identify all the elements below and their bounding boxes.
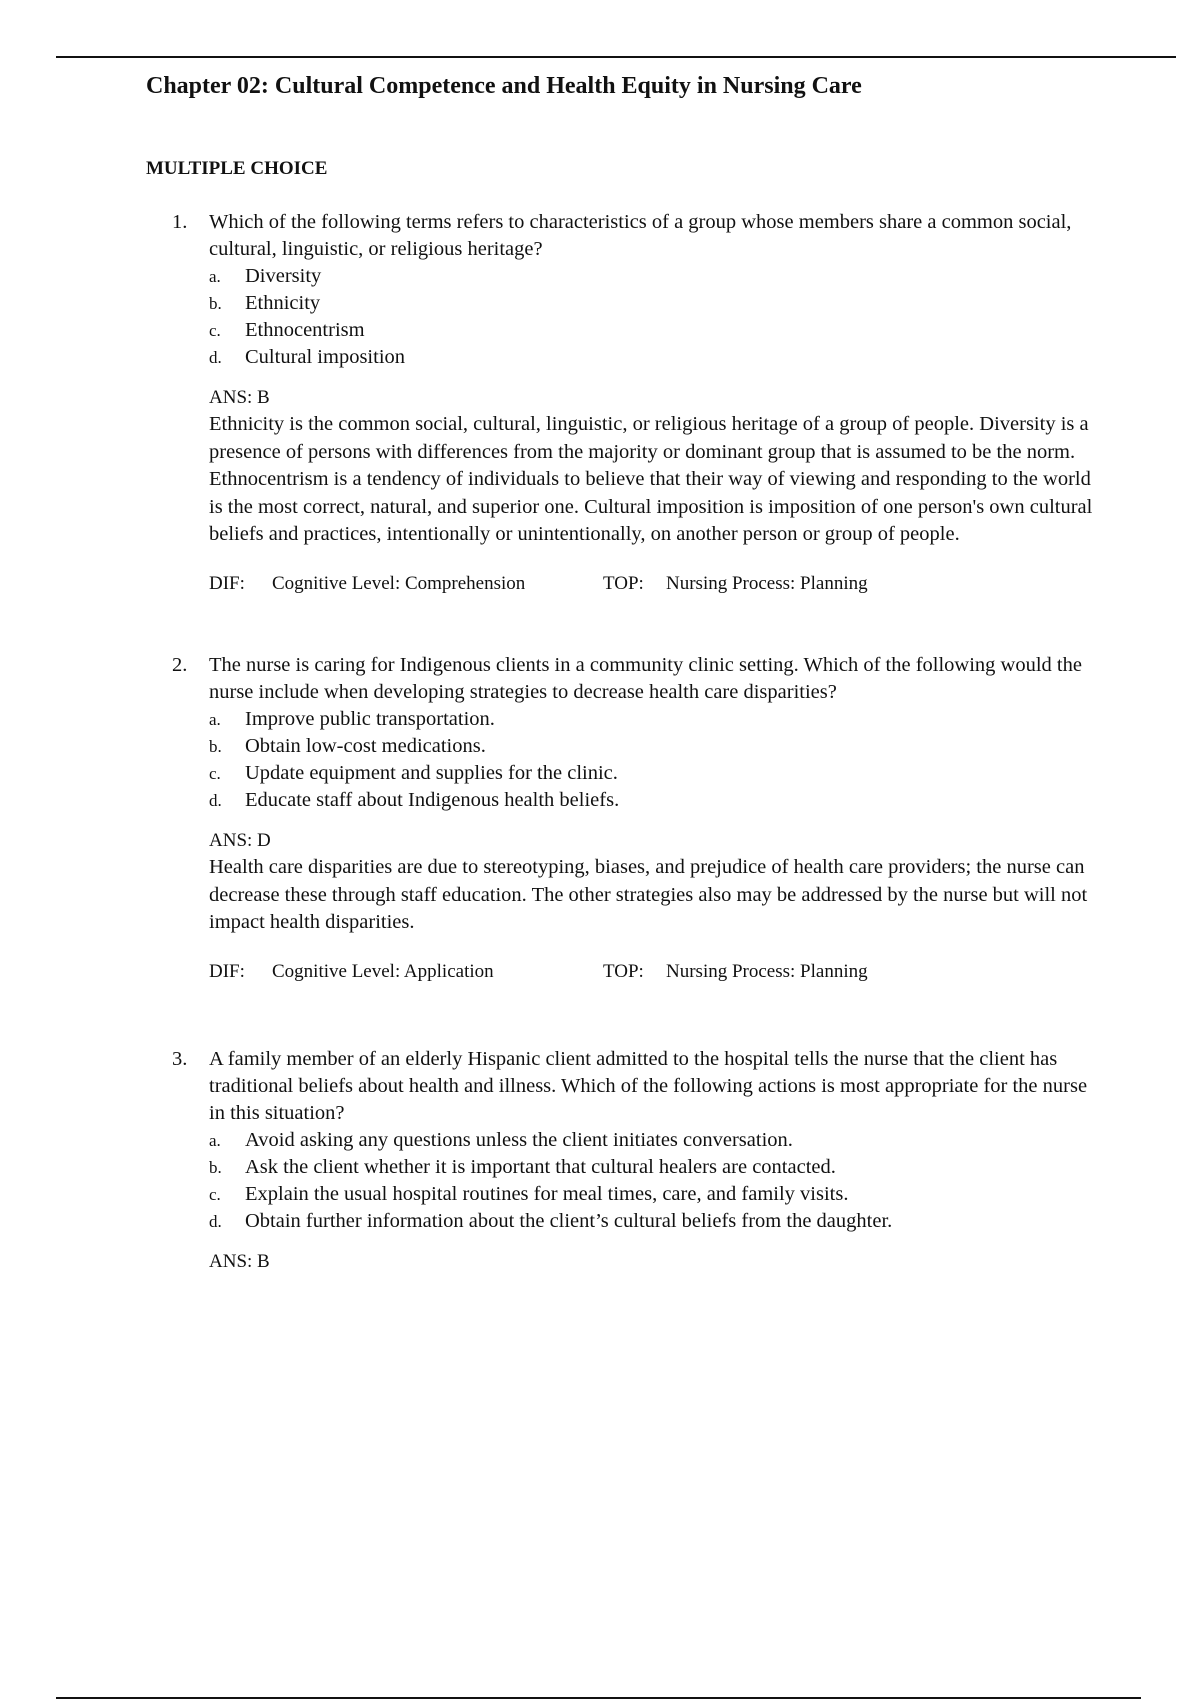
option-letter: a. [209,267,221,286]
question-1 [0,209,1200,597]
answer-key: ANS: D [209,830,271,851]
question-stem: The nurse is caring for Indigenous clients in a community clinic setting. Which of the following would the nurse include when developing strategies to decrease health care disparities? [209,654,1082,703]
option-c [209,760,1200,787]
difficulty-value: Cognitive Level: Application [272,960,494,982]
option-text: Diversity [245,265,322,287]
difficulty-value: Cognitive Level: Comprehension [272,572,526,594]
option-letter: c. [209,1185,221,1204]
option-c [209,1181,1200,1208]
option-text: Ethnicity [245,292,321,314]
answer-key: ANS: B [209,1251,270,1272]
topic-value: Nursing Process: Planning [666,572,868,594]
option-text: Obtain low-cost medications. [245,735,486,757]
option-text: Obtain further information about the client’s cultural beliefs from the daughter. [245,1210,893,1232]
option-text: Explain the usual hospital routines for meal times, care, and family visits. [245,1183,849,1205]
question-number: 2. [172,654,188,676]
difficulty-label: DIF: [209,960,245,982]
option-c [209,317,1200,344]
option-b [209,290,1200,317]
difficulty-label: DIF: [209,572,245,594]
question-3 [0,1046,1200,1275]
option-letter: a. [209,1131,221,1150]
question-number: 3. [172,1048,188,1070]
option-text: Ethnocentrism [245,319,365,341]
option-d [209,787,1200,814]
option-letter: b. [209,1158,222,1177]
option-text: Cultural imposition [245,346,406,368]
option-text: Ask the client whether it is important that cultural healers are contacted. [245,1156,836,1178]
option-b [209,733,1200,760]
option-letter: b. [209,294,222,313]
topic-value: Nursing Process: Planning [666,960,868,982]
option-text: Update equipment and supplies for the clinic. [245,762,618,784]
option-letter: d. [209,1212,222,1231]
option-letter: c. [209,321,221,340]
answer-options [0,1127,1200,1235]
question-number: 1. [172,211,188,233]
top-divider [56,56,1176,58]
option-b [209,1154,1200,1181]
option-text: Improve public transportation. [245,708,495,730]
rationale-text: Health care disparities are due to stereotyping, biases, and prejudice of health care providers; the nurse can decrease these through staff education. The other strategies also may be addressed by the nurse but will not impact health disparities. [209,856,1088,933]
question-metadata [209,571,1200,597]
question-stem: A family member of an elderly Hispanic client admitted to the hospital tells the nurse that the client has traditional beliefs about health and illness. Which of the following actions is most appropriate for the nurse in this situation? [209,1048,1088,1124]
option-letter: c. [209,764,221,783]
answer-key: ANS: B [209,387,270,408]
option-letter: d. [209,348,222,367]
question-2 [0,652,1200,985]
rationale-text: Ethnicity is the common social, cultural, linguistic, or religious heritage of a group of people. Diversity is a presence of persons with differences from the majority or dominant group that is assumed to be the norm. Ethnocentrism is a tendency of individuals to believe that their way of viewing and responding to the world is the most correct, natural, and superior one. Cultural imposition is imposition of one person's own cultural beliefs and practices, intentionally or unintentionally, on another person or group of people. [209,413,1093,545]
option-a [209,706,1200,733]
question-metadata [209,959,1200,985]
option-a [209,263,1200,290]
option-text: Educate staff about Indigenous health beliefs. [245,789,620,811]
topic-label: TOP: [603,960,644,982]
option-letter: b. [209,737,222,756]
bottom-divider [56,1697,1141,1699]
option-text: Avoid asking any questions unless the client initiates conversation. [245,1129,793,1151]
option-letter: a. [209,710,221,729]
answer-options [0,706,1200,814]
option-letter: d. [209,791,222,810]
option-d [209,1208,1200,1235]
option-a [209,1127,1200,1154]
option-d [209,344,1200,371]
section-heading: MULTIPLE CHOICE [146,158,328,179]
question-stem: Which of the following terms refers to characteristics of a group whose members share a common social, cultural, linguistic, or religious heritage? [209,211,1072,260]
answer-options [0,263,1200,371]
topic-label: TOP: [603,572,644,594]
page-title: Chapter 02: Cultural Competence and Health Equity in Nursing Care [146,73,862,99]
